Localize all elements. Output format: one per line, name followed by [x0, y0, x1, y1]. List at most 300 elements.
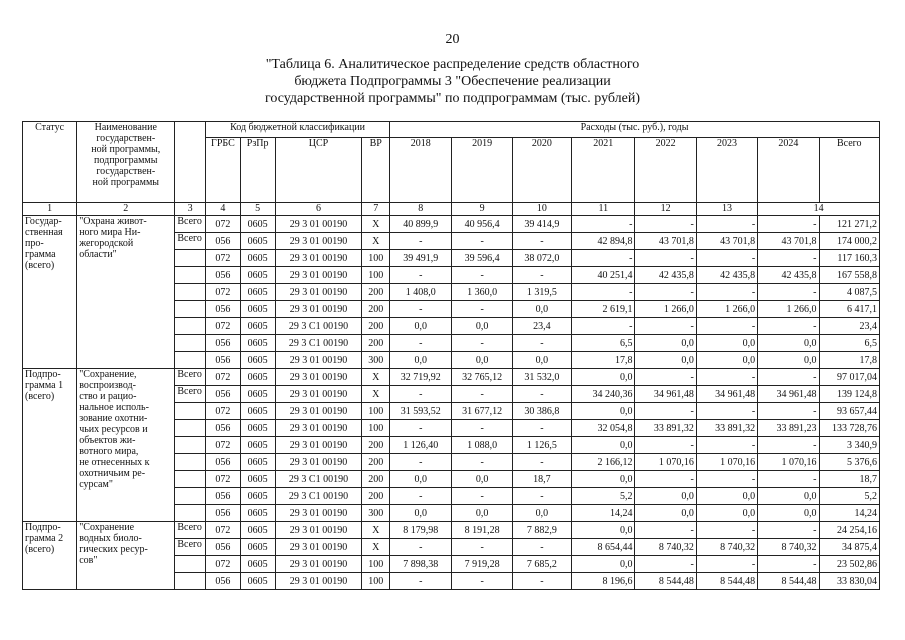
year-value-cell: -	[452, 488, 512, 505]
year-value-cell: 8 179,98	[390, 522, 452, 539]
row-total-cell: 6 417,1	[819, 301, 880, 318]
year-value-cell: 34 240,36	[572, 386, 635, 403]
col-number: 8	[390, 203, 452, 216]
header-name-line: государствен-	[96, 166, 156, 177]
grbs-cell: 072	[206, 556, 241, 573]
program-name-line: чьих ресурсов и	[79, 424, 148, 435]
status-line: Государ-	[25, 216, 62, 227]
year-value-cell: -	[452, 233, 512, 250]
program-name-line: ного мира Ни-	[79, 227, 141, 238]
header-year: 2023	[696, 138, 757, 203]
header-rzpr: РзПр	[240, 138, 275, 203]
row-total-cell: 18,7	[819, 471, 880, 488]
program-name-line: нальное исполь-	[79, 402, 149, 413]
rzpr-cell: 0605	[240, 539, 275, 556]
header-total-label	[175, 122, 206, 203]
year-value-cell: 42 435,8	[696, 267, 757, 284]
row-total-cell: 5 376,6	[819, 454, 880, 471]
header-year: 2024	[758, 138, 819, 203]
rzpr-cell: 0605	[240, 522, 275, 539]
year-value-cell: 0,0	[696, 488, 757, 505]
year-value-cell: -	[572, 284, 635, 301]
year-value-cell: -	[452, 301, 512, 318]
year-value-cell: 32 054,8	[572, 420, 635, 437]
col-number: 13	[696, 203, 757, 216]
vr-cell: 200	[362, 318, 390, 335]
header-year: 2018	[390, 138, 452, 203]
total-label-cell: Всего	[175, 216, 206, 233]
rzpr-cell: 0605	[240, 369, 275, 386]
grbs-cell: 056	[206, 301, 241, 318]
row-total-cell: 17,8	[819, 352, 880, 369]
table-row	[23, 369, 880, 386]
csr-cell: 29 3 01 00190	[275, 216, 362, 233]
vr-cell: Х	[362, 522, 390, 539]
year-value-cell: -	[635, 216, 696, 233]
total-label-cell: Всего	[175, 522, 206, 539]
header-year: 2020	[512, 138, 571, 203]
year-value-cell: 8 740,32	[635, 539, 696, 556]
total-label-cell	[175, 420, 206, 437]
year-value-cell: 32 765,12	[452, 369, 512, 386]
status-line: (всего)	[25, 391, 55, 402]
year-value-cell: 0,0	[696, 352, 757, 369]
year-value-cell: 8 740,32	[758, 539, 819, 556]
program-name-cell	[77, 522, 175, 590]
rzpr-cell: 0605	[240, 505, 275, 522]
year-value-cell: 0,0	[758, 335, 819, 352]
row-total-cell: 117 160,3	[819, 250, 880, 267]
title-line: государственной программы" по подпрограммам (тыс. рублей)	[264, 91, 641, 106]
year-value-cell: -	[696, 284, 757, 301]
year-value-cell: 6,5	[572, 335, 635, 352]
program-name-line: "Сохранение,	[79, 369, 137, 380]
year-value-cell: -	[512, 335, 571, 352]
year-value-cell: 0,0	[635, 335, 696, 352]
year-value-cell: 1 360,0	[452, 284, 512, 301]
header-name-line: Наименование	[94, 122, 157, 133]
program-name-line: зование охотни-	[79, 413, 148, 424]
status-line: Подпро-	[25, 522, 61, 533]
csr-cell: 29 3 01 00190	[275, 284, 362, 301]
total-label-cell	[175, 284, 206, 301]
year-value-cell: 8 740,32	[696, 539, 757, 556]
year-value-cell: 39 596,4	[452, 250, 512, 267]
total-label-cell	[175, 267, 206, 284]
year-value-cell: 1 070,16	[758, 454, 819, 471]
year-value-cell: 1 070,16	[635, 454, 696, 471]
year-value-cell: 0,0	[452, 318, 512, 335]
year-value-cell: 0,0	[572, 556, 635, 573]
header-name	[77, 122, 175, 203]
year-value-cell: -	[390, 301, 452, 318]
rzpr-cell: 0605	[240, 403, 275, 420]
csr-cell: 29 3 С1 00190	[275, 471, 362, 488]
year-value-cell: -	[696, 250, 757, 267]
year-value-cell: 42 435,8	[758, 267, 819, 284]
grbs-cell: 072	[206, 318, 241, 335]
vr-cell: 100	[362, 250, 390, 267]
total-label-cell	[175, 318, 206, 335]
year-value-cell: 8 654,44	[572, 539, 635, 556]
program-name-line: сов"	[79, 555, 98, 566]
vr-cell: 100	[362, 573, 390, 590]
year-value-cell: 17,8	[572, 352, 635, 369]
vr-cell: Х	[362, 369, 390, 386]
year-value-cell: 7 898,38	[390, 556, 452, 573]
year-value-cell: -	[758, 318, 819, 335]
header-expenses-group: Расходы (тыс. руб.), годы	[390, 122, 880, 138]
year-value-cell: 7 919,28	[452, 556, 512, 573]
grbs-cell: 056	[206, 267, 241, 284]
csr-cell: 29 3 01 00190	[275, 522, 362, 539]
year-value-cell: -	[696, 216, 757, 233]
year-value-cell: -	[758, 403, 819, 420]
year-value-cell: -	[452, 335, 512, 352]
year-value-cell: 0,0	[452, 352, 512, 369]
header-name-line: ной программы,	[91, 144, 161, 155]
total-label-cell: Всего	[175, 369, 206, 386]
grbs-cell: 072	[206, 403, 241, 420]
rzpr-cell: 0605	[240, 250, 275, 267]
year-value-cell: 0,0	[572, 471, 635, 488]
rzpr-cell: 0605	[240, 301, 275, 318]
year-value-cell: -	[390, 539, 452, 556]
total-label-cell	[175, 403, 206, 420]
year-value-cell: 0,0	[572, 403, 635, 420]
year-value-cell: -	[758, 216, 819, 233]
total-label-cell: Всего	[175, 386, 206, 403]
program-name-line: жегородской	[79, 238, 134, 249]
row-total-cell: 24 254,16	[819, 522, 880, 539]
year-value-cell: -	[572, 318, 635, 335]
year-value-cell: -	[512, 233, 571, 250]
row-total-cell: 3 340,9	[819, 437, 880, 454]
rzpr-cell: 0605	[240, 437, 275, 454]
year-value-cell: 33 891,32	[696, 420, 757, 437]
year-value-cell: 31 532,0	[512, 369, 571, 386]
year-value-cell: -	[696, 471, 757, 488]
status-line: (всего)	[25, 260, 55, 271]
status-line: Подпро-	[25, 369, 61, 380]
vr-cell: 100	[362, 556, 390, 573]
table-body	[23, 216, 880, 590]
year-value-cell: -	[512, 539, 571, 556]
header-grbs: ГРБС	[206, 138, 241, 203]
year-value-cell: -	[696, 318, 757, 335]
header-code-group: Код бюджетной классификации	[206, 122, 390, 138]
year-value-cell: -	[452, 386, 512, 403]
grbs-cell: 056	[206, 573, 241, 590]
grbs-cell: 056	[206, 420, 241, 437]
col-number: 14	[758, 203, 880, 216]
year-value-cell: -	[696, 522, 757, 539]
year-value-cell: -	[758, 250, 819, 267]
row-total-cell: 97 017,04	[819, 369, 880, 386]
total-label-cell	[175, 573, 206, 590]
vr-cell: 200	[362, 335, 390, 352]
row-total-cell: 139 124,8	[819, 386, 880, 403]
year-value-cell: -	[452, 267, 512, 284]
grbs-cell: 056	[206, 505, 241, 522]
year-value-cell: 33 891,32	[635, 420, 696, 437]
year-value-cell: 0,0	[572, 369, 635, 386]
vr-cell: Х	[362, 233, 390, 250]
rzpr-cell: 0605	[240, 556, 275, 573]
year-value-cell: -	[758, 522, 819, 539]
vr-cell: 200	[362, 454, 390, 471]
year-value-cell: 1 266,0	[758, 301, 819, 318]
year-value-cell: 42 894,8	[572, 233, 635, 250]
year-value-cell: -	[635, 284, 696, 301]
year-value-cell: -	[635, 522, 696, 539]
total-label-cell: Всего	[175, 539, 206, 556]
rzpr-cell: 0605	[240, 267, 275, 284]
year-value-cell: 40 251,4	[572, 267, 635, 284]
header-year: 2021	[572, 138, 635, 203]
status-line: грамма	[25, 249, 56, 260]
csr-cell: 29 3 01 00190	[275, 352, 362, 369]
year-value-cell: 8 544,48	[635, 573, 696, 590]
program-name-cell	[77, 369, 175, 522]
program-name-line: сурсам"	[79, 479, 113, 490]
year-value-cell: 42 435,8	[635, 267, 696, 284]
grbs-cell: 072	[206, 369, 241, 386]
year-value-cell: 7 685,2	[512, 556, 571, 573]
year-value-cell: 0,0	[512, 352, 571, 369]
year-value-cell: -	[390, 573, 452, 590]
csr-cell: 29 3 01 00190	[275, 573, 362, 590]
table-row	[23, 216, 880, 233]
vr-cell: 300	[362, 505, 390, 522]
year-value-cell: 1 266,0	[696, 301, 757, 318]
total-label-cell	[175, 454, 206, 471]
grbs-cell: 072	[206, 437, 241, 454]
rzpr-cell: 0605	[240, 233, 275, 250]
year-value-cell: 5,2	[572, 488, 635, 505]
year-value-cell: -	[512, 488, 571, 505]
year-value-cell: 1 266,0	[635, 301, 696, 318]
year-value-cell: 1 126,40	[390, 437, 452, 454]
year-value-cell: 2 166,12	[572, 454, 635, 471]
vr-cell: 100	[362, 267, 390, 284]
year-value-cell: 0,0	[452, 505, 512, 522]
total-label-cell	[175, 505, 206, 522]
year-value-cell: -	[390, 454, 452, 471]
program-name-line: водных биоло-	[79, 533, 142, 544]
year-value-cell: -	[390, 267, 452, 284]
year-value-cell: -	[696, 437, 757, 454]
col-number: 2	[77, 203, 175, 216]
year-value-cell: 0,0	[758, 352, 819, 369]
year-value-cell: 1 408,0	[390, 284, 452, 301]
row-total-cell: 4 087,5	[819, 284, 880, 301]
year-value-cell: -	[696, 403, 757, 420]
grbs-cell: 056	[206, 539, 241, 556]
year-value-cell: 0,0	[390, 471, 452, 488]
status-line: ственная	[25, 227, 63, 238]
year-value-cell: -	[572, 216, 635, 233]
total-label-cell	[175, 556, 206, 573]
year-value-cell: 1 070,16	[696, 454, 757, 471]
vr-cell: 200	[362, 471, 390, 488]
header-status: Статус	[23, 122, 77, 203]
total-label-cell: Всего	[175, 233, 206, 250]
header-name-line: государствен-	[96, 133, 156, 144]
grbs-cell: 056	[206, 488, 241, 505]
year-value-cell: 43 701,8	[635, 233, 696, 250]
year-value-cell: -	[390, 386, 452, 403]
program-name-line: охотничьим ре-	[79, 468, 146, 479]
year-value-cell: -	[390, 488, 452, 505]
row-total-cell: 167 558,8	[819, 267, 880, 284]
year-value-cell: 31 593,52	[390, 403, 452, 420]
vr-cell: 100	[362, 420, 390, 437]
vr-cell: 200	[362, 488, 390, 505]
year-value-cell: 40 956,4	[452, 216, 512, 233]
status-line: грамма 1	[25, 380, 64, 391]
grbs-cell: 056	[206, 352, 241, 369]
csr-cell: 29 3 01 00190	[275, 403, 362, 420]
year-value-cell: -	[635, 471, 696, 488]
year-value-cell: 0,0	[696, 335, 757, 352]
grbs-cell: 056	[206, 454, 241, 471]
vr-cell: Х	[362, 386, 390, 403]
year-value-cell: 38 072,0	[512, 250, 571, 267]
csr-cell: 29 3 С1 00190	[275, 335, 362, 352]
row-total-cell: 34 875,4	[819, 539, 880, 556]
year-value-cell: 0,0	[635, 505, 696, 522]
csr-cell: 29 3 01 00190	[275, 369, 362, 386]
vr-cell: 100	[362, 403, 390, 420]
grbs-cell: 072	[206, 284, 241, 301]
year-value-cell: -	[758, 369, 819, 386]
vr-cell: Х	[362, 539, 390, 556]
grbs-cell: 056	[206, 335, 241, 352]
year-value-cell: -	[452, 454, 512, 471]
year-value-cell: -	[696, 369, 757, 386]
title-line: "Таблица 6. Аналитическое распределение средств областного	[265, 57, 640, 72]
year-value-cell: -	[390, 233, 452, 250]
grbs-cell: 072	[206, 216, 241, 233]
year-value-cell: 34 961,48	[758, 386, 819, 403]
program-name-line: объектов жи-	[79, 435, 136, 446]
year-value-cell: -	[512, 386, 571, 403]
program-name-line: ство и рацио-	[79, 391, 137, 402]
col-number: 3	[175, 203, 206, 216]
rzpr-cell: 0605	[240, 318, 275, 335]
year-value-cell: 0,0	[572, 437, 635, 454]
year-value-cell: -	[512, 267, 571, 284]
csr-cell: 29 3 01 00190	[275, 505, 362, 522]
table-row	[23, 522, 880, 539]
total-label-cell	[175, 250, 206, 267]
program-name-line: воспроизвод-	[79, 380, 136, 391]
year-value-cell: -	[572, 250, 635, 267]
year-value-cell: -	[758, 437, 819, 454]
rzpr-cell: 0605	[240, 471, 275, 488]
year-value-cell: 0,0	[758, 488, 819, 505]
year-value-cell: 1 319,5	[512, 284, 571, 301]
csr-cell: 29 3 01 00190	[275, 556, 362, 573]
row-total-cell: 121 271,2	[819, 216, 880, 233]
header-year: 2019	[452, 138, 512, 203]
year-value-cell: 34 961,48	[635, 386, 696, 403]
year-value-cell: -	[758, 471, 819, 488]
year-value-cell: 0,0	[390, 352, 452, 369]
grbs-cell: 072	[206, 522, 241, 539]
year-value-cell: -	[452, 539, 512, 556]
vr-cell: 200	[362, 284, 390, 301]
vr-cell: Х	[362, 216, 390, 233]
total-label-cell	[175, 488, 206, 505]
csr-cell: 29 3 01 00190	[275, 233, 362, 250]
csr-cell: 29 3 С1 00190	[275, 488, 362, 505]
row-total-cell: 174 000,2	[819, 233, 880, 250]
year-value-cell: 0,0	[635, 352, 696, 369]
status-cell	[23, 216, 77, 369]
year-value-cell: 43 701,8	[758, 233, 819, 250]
total-label-cell	[175, 437, 206, 454]
year-value-cell: 8 191,28	[452, 522, 512, 539]
csr-cell: 29 3 01 00190	[275, 301, 362, 318]
status-line: (всего)	[25, 544, 55, 555]
year-value-cell: 8 544,48	[758, 573, 819, 590]
year-value-cell: -	[452, 573, 512, 590]
vr-cell: 200	[362, 437, 390, 454]
row-total-cell: 23,4	[819, 318, 880, 335]
rzpr-cell: 0605	[240, 386, 275, 403]
csr-cell: 29 3 С1 00190	[275, 318, 362, 335]
year-value-cell: 7 882,9	[512, 522, 571, 539]
col-number: 1	[23, 203, 77, 216]
year-value-cell: -	[512, 420, 571, 437]
csr-cell: 29 3 01 00190	[275, 420, 362, 437]
rzpr-cell: 0605	[240, 454, 275, 471]
rzpr-cell: 0605	[240, 335, 275, 352]
year-value-cell: 31 677,12	[452, 403, 512, 420]
vr-cell: 200	[362, 301, 390, 318]
year-value-cell: 23,4	[512, 318, 571, 335]
year-value-cell: 18,7	[512, 471, 571, 488]
row-total-cell: 23 502,86	[819, 556, 880, 573]
csr-cell: 29 3 01 00190	[275, 267, 362, 284]
year-value-cell: 0,0	[696, 505, 757, 522]
col-number: 6	[275, 203, 362, 216]
total-label-cell	[175, 352, 206, 369]
page-number: 20	[445, 32, 460, 47]
year-value-cell: 34 961,48	[696, 386, 757, 403]
csr-cell: 29 3 01 00190	[275, 437, 362, 454]
csr-cell: 29 3 01 00190	[275, 250, 362, 267]
year-value-cell: -	[635, 556, 696, 573]
program-name-line: гических ресур-	[79, 544, 148, 555]
header-year: 2022	[635, 138, 696, 203]
rzpr-cell: 0605	[240, 216, 275, 233]
year-value-cell: 33 891,23	[758, 420, 819, 437]
year-value-cell: 0,0	[390, 505, 452, 522]
year-value-cell: -	[696, 556, 757, 573]
rzpr-cell: 0605	[240, 420, 275, 437]
program-name-line: вотного мира,	[79, 446, 139, 457]
rzpr-cell: 0605	[240, 573, 275, 590]
year-value-cell: 1 126,5	[512, 437, 571, 454]
year-value-cell: 39 491,9	[390, 250, 452, 267]
year-value-cell: 8 544,48	[696, 573, 757, 590]
year-value-cell: 14,24	[572, 505, 635, 522]
csr-cell: 29 3 01 00190	[275, 454, 362, 471]
row-total-cell: 33 830,04	[819, 573, 880, 590]
